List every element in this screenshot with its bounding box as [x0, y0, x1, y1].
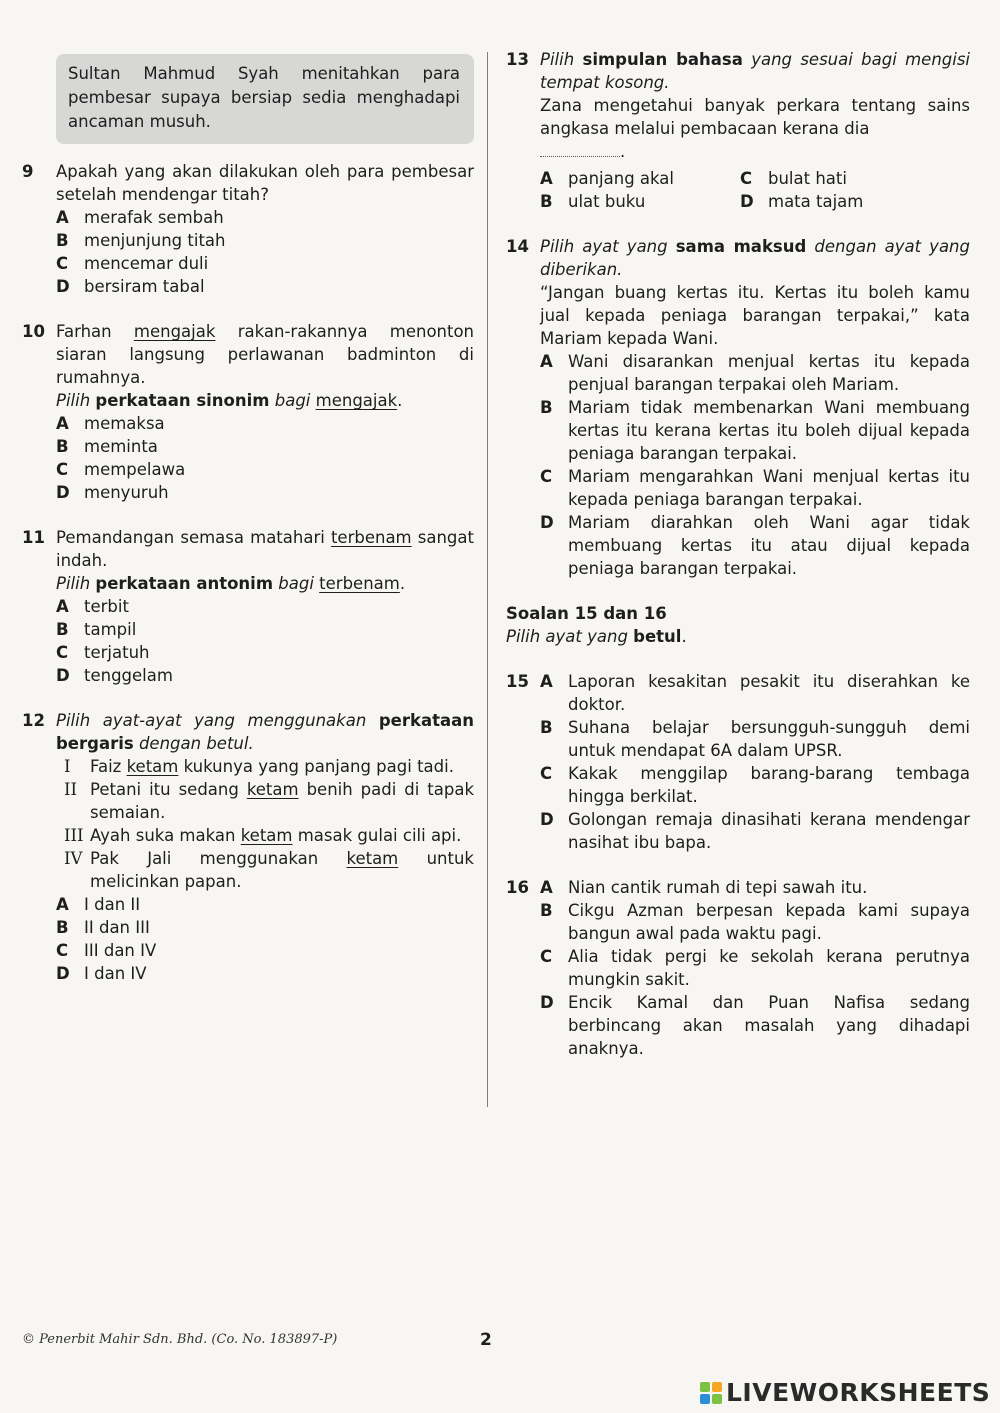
option-text: II dan III	[84, 918, 150, 937]
question-12	[22, 709, 474, 985]
option-c[interactable]	[56, 252, 474, 275]
option-b[interactable]	[540, 716, 970, 762]
option-c[interactable]	[56, 939, 474, 962]
option-text: terjatuh	[84, 643, 150, 662]
option-text: bersiram tabal	[84, 277, 205, 296]
text-run: Faiz	[90, 757, 122, 776]
option-text: memaksa	[84, 414, 165, 433]
text-run: untuk melicinkan papan.	[90, 849, 474, 891]
option-text: Mariam diarahkan oleh Wani agar tidak membuang kertas itu atau dijual kepada peniaga barangan terpakai.	[568, 513, 970, 578]
option-b[interactable]	[56, 618, 474, 641]
answer-blank[interactable]	[540, 142, 620, 157]
question-text: Apakah yang akan dilakukan oleh para pembesar setelah mendengar titah?	[56, 162, 474, 204]
option-d[interactable]	[56, 481, 474, 504]
option-d[interactable]	[56, 962, 474, 985]
option-letter: A	[56, 414, 69, 433]
question-14	[506, 235, 970, 580]
text-run: bagi	[278, 574, 314, 593]
option-text: Nian cantik rumah di tepi sawah itu.	[568, 878, 868, 897]
text-run: .	[681, 627, 687, 646]
question-number: 14	[506, 237, 529, 256]
question-number: 11	[22, 528, 45, 547]
roman-numeral: III	[64, 826, 84, 845]
text-run: masak gulai cili api.	[297, 826, 462, 845]
question-16	[506, 876, 970, 1060]
option-text: Suhana belajar bersungguh-sungguh demi untuk mendapat 6A dalam UPSR.	[568, 718, 970, 760]
question-text	[56, 320, 474, 389]
option-a[interactable]	[56, 893, 474, 916]
text-run: Farhan	[56, 322, 112, 341]
blank-line[interactable]	[540, 140, 970, 163]
option-a[interactable]	[540, 876, 970, 899]
text-run: Pilih ayat yang	[540, 237, 668, 256]
option-text: Laporan kesakitan pesakit itu diserahkan ke doktor.	[568, 672, 970, 714]
brand-name: LIVEWORKSHEETS	[726, 1378, 991, 1407]
underlined-word: terbenam	[319, 574, 400, 593]
instruction	[56, 709, 474, 755]
section-instruction	[506, 625, 970, 648]
text-run: Pemandangan semasa matahari	[56, 528, 325, 547]
left-column	[22, 48, 474, 985]
option-b[interactable]	[540, 190, 740, 213]
underlined-word: ketam	[240, 826, 293, 845]
page-number: 2	[480, 1330, 492, 1350]
statement-i	[56, 755, 474, 778]
text-run: perkataan antonim	[95, 574, 274, 593]
option-letter: B	[540, 398, 553, 417]
option-letter: C	[540, 467, 553, 486]
option-d[interactable]	[56, 275, 474, 298]
text-run: Pilih	[56, 574, 91, 593]
liveworksheets-grid-icon	[700, 1382, 722, 1404]
question-13	[506, 48, 970, 213]
question-number: 10	[22, 322, 45, 341]
option-c[interactable]	[540, 465, 970, 511]
option-letter: B	[56, 620, 69, 639]
statement-iv	[56, 847, 474, 893]
option-letter: B	[540, 192, 553, 211]
instruction	[540, 235, 970, 281]
text-run: Pak Jali menggunakan	[90, 849, 319, 868]
option-letter: C	[56, 643, 69, 662]
option-c[interactable]	[540, 945, 970, 991]
option-text: meminta	[84, 437, 158, 456]
option-letter: B	[56, 437, 69, 456]
option-text: menjunjung titah	[84, 231, 226, 250]
option-text: Kakak menggilap barang-barang tembaga hingga berkilat.	[568, 764, 970, 806]
section-heading	[506, 602, 970, 648]
option-letter: A	[540, 672, 553, 691]
question-10	[22, 320, 474, 504]
option-letter: D	[56, 277, 70, 296]
option-a[interactable]	[56, 595, 474, 618]
option-letter: C	[540, 947, 553, 966]
passage-box: Sultan Mahmud Syah menitahkan para pembesar supaya bersiap sedia menghadapi ancaman musuh.	[56, 54, 474, 144]
text-run: Pilih	[540, 50, 575, 69]
option-letter: C	[540, 764, 553, 783]
option-letter: D	[540, 810, 554, 829]
option-letter: B	[540, 901, 553, 920]
text-run: perkataan bergaris	[56, 711, 474, 753]
question-number: 15	[506, 672, 529, 691]
option-a[interactable]	[56, 412, 474, 435]
instruction	[540, 48, 970, 94]
question-9	[22, 160, 474, 298]
option-letter: A	[540, 878, 553, 897]
option-letter: B	[540, 718, 553, 737]
option-text: mencemar duli	[84, 254, 209, 273]
option-text: mempelawa	[84, 460, 186, 479]
option-text: I dan IV	[84, 964, 147, 983]
option-letter: A	[56, 208, 69, 227]
option-text: Mariam mengarahkan Wani menjual kertas itu kepada peniaga barangan terpakai.	[568, 467, 970, 509]
option-letter: B	[56, 231, 69, 250]
text-run: Petani itu sedang	[90, 780, 239, 799]
question-number: 9	[22, 162, 34, 181]
option-c[interactable]	[740, 167, 940, 190]
text-run: Ayah suka makan	[90, 826, 236, 845]
underlined-word: ketam	[346, 849, 399, 868]
option-b[interactable]	[540, 396, 970, 465]
option-letter: C	[56, 941, 69, 960]
statement-ii	[56, 778, 474, 824]
option-letter: C	[56, 254, 69, 273]
underlined-word: terbenam	[330, 528, 412, 547]
text-run: Pilih ayat yang	[506, 627, 628, 646]
option-b[interactable]	[56, 229, 474, 252]
underlined-word: ketam	[246, 780, 299, 799]
option-letter: C	[56, 460, 69, 479]
text-run: dengan ayat yang diberikan.	[540, 237, 970, 279]
roman-numeral: I	[64, 757, 71, 776]
option-letter: A	[540, 352, 553, 371]
option-a[interactable]	[56, 206, 474, 229]
text-run: Pilih	[56, 391, 91, 410]
option-b[interactable]	[56, 435, 474, 458]
option-c[interactable]	[540, 762, 970, 808]
option-d[interactable]	[740, 190, 940, 213]
option-letter: C	[740, 169, 753, 188]
roman-numeral: II	[64, 780, 78, 799]
option-a[interactable]	[540, 350, 970, 396]
question-11	[22, 526, 474, 687]
instruction: Pilih perkataan sinonim bagi mengajak.	[56, 391, 403, 410]
option-text: Golongan remaja dinasihati kerana mendengar nasihat ibu bapa.	[568, 810, 970, 852]
right-column	[506, 48, 970, 1060]
option-text: I dan II	[84, 895, 141, 914]
option-letter: D	[540, 513, 554, 532]
text-run: sama maksud	[675, 237, 807, 256]
options-grid	[540, 167, 970, 213]
question-text	[56, 526, 474, 572]
option-text: bulat hati	[768, 169, 847, 188]
option-text: ulat buku	[568, 192, 646, 211]
underlined-word: mengajak	[315, 391, 398, 410]
option-b[interactable]	[540, 899, 970, 945]
roman-numeral: IV	[64, 849, 83, 868]
option-d[interactable]	[540, 991, 970, 1060]
option-text: Encik Kamal dan Puan Nafisa sedang berbincang akan masalah yang dihadapi anaknya.	[568, 993, 970, 1058]
option-text: mata tajam	[768, 192, 864, 211]
question-15	[506, 670, 970, 854]
option-letter: B	[56, 918, 69, 937]
underlined-word: ketam	[126, 757, 179, 776]
option-text: Cikgu Azman berpesan kepada kami supaya bangun awal pada waktu pagi.	[568, 901, 970, 943]
question-number: 13	[506, 50, 529, 69]
option-c[interactable]	[56, 458, 474, 481]
option-letter: D	[540, 993, 554, 1012]
copyright-notice: © Penerbit Mahir Sdn. Bhd. (Co. No. 183897-P)	[22, 1332, 338, 1347]
liveworksheets-logo[interactable]	[700, 1378, 990, 1407]
text-run: simpulan bahasa	[582, 50, 743, 69]
option-letter: D	[56, 666, 70, 685]
text-run: sangat indah.	[56, 528, 474, 570]
option-a[interactable]	[540, 670, 970, 716]
option-text: tampil	[84, 620, 137, 639]
question-text: Zana mengetahui banyak perkara tentang sains angkasa melalui pembacaan kerana dia	[540, 96, 970, 138]
option-text: panjang akal	[568, 169, 674, 188]
section-title: Soalan 15 dan 16	[506, 604, 667, 623]
option-d[interactable]	[540, 808, 970, 854]
option-text: merafak sembah	[84, 208, 224, 227]
option-letter: A	[56, 597, 69, 616]
option-letter: A	[540, 169, 553, 188]
text-run: betul	[633, 627, 682, 646]
text-run: perkataan sinonim	[95, 391, 270, 410]
question-number: 16	[506, 878, 529, 897]
option-text: tenggelam	[84, 666, 173, 685]
option-text: terbit	[84, 597, 129, 616]
text-run: yang sesuai bagi mengisi tempat kosong.	[540, 50, 971, 92]
option-letter: D	[740, 192, 754, 211]
text-run: Pilih ayat-ayat yang menggunakan	[56, 711, 367, 730]
option-letter: A	[56, 895, 69, 914]
option-c[interactable]	[56, 641, 474, 664]
quoted-sentence: “Jangan buang kertas itu. Kertas itu boleh kamu jual kepada peniaga barangan terpakai,” kata Mariam kepada Wani.	[540, 283, 970, 348]
option-text: Wani disarankan menjual kertas itu kepada penjual barangan terpakai oleh Mariam.	[568, 352, 970, 394]
statement-iii	[56, 824, 474, 847]
option-text: menyuruh	[84, 483, 169, 502]
question-number: 12	[22, 711, 45, 730]
text-run: kukunya yang panjang pagi tadi.	[183, 757, 454, 776]
text-run: bagi	[274, 391, 311, 410]
option-letter: D	[56, 964, 70, 983]
option-text: III dan IV	[84, 941, 157, 960]
option-text: Alia tidak pergi ke sekolah kerana perutnya mungkin sakit.	[568, 947, 970, 989]
text-run: rakan-rakannya menonton siaran langsung perlawanan badminton di rumahnya.	[56, 322, 475, 387]
option-text: Mariam tidak membenarkan Wani membuang kertas itu kerana kertas itu boleh dijual kepada peniaga barangan terpakai.	[568, 398, 970, 463]
text-run: .	[620, 142, 626, 161]
instruction: Pilih perkataan antonim bagi terbenam.	[56, 574, 406, 593]
text-run: benih padi di tapak semaian.	[90, 780, 474, 822]
underlined-word: mengajak	[133, 322, 216, 341]
option-a[interactable]	[540, 167, 740, 190]
text-run: dengan betul.	[138, 734, 254, 753]
column-divider	[487, 52, 488, 1107]
option-b[interactable]	[56, 916, 474, 939]
option-letter: D	[56, 483, 70, 502]
option-d[interactable]	[56, 664, 474, 687]
option-d[interactable]	[540, 511, 970, 580]
